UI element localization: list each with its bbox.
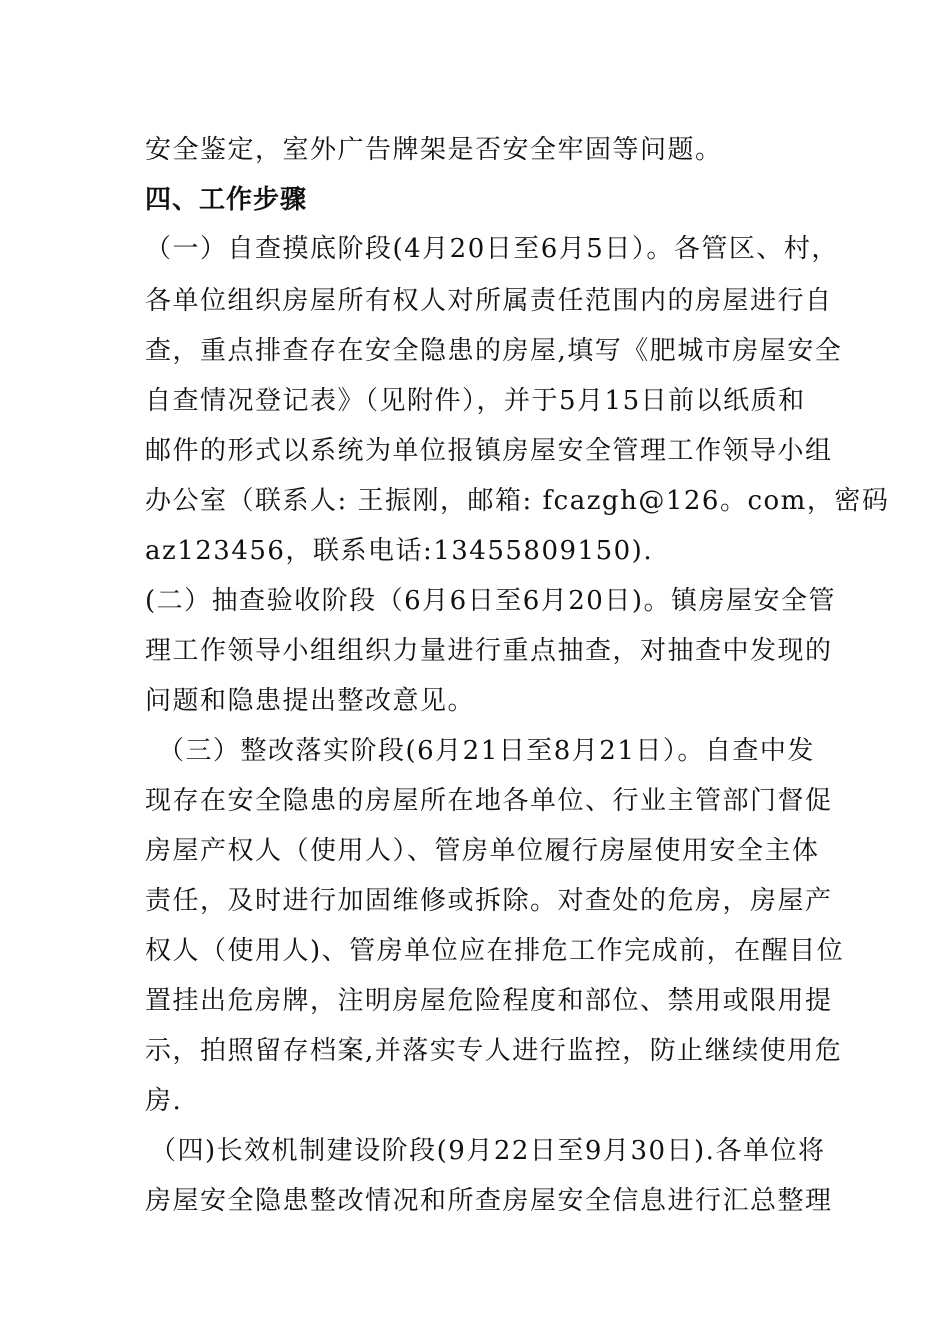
paragraph-line: 权人（使用人)、管房单位应在排危工作完成前，在醒目位: [145, 936, 845, 966]
section-heading: 四、工作步骤: [145, 185, 308, 215]
paragraph-line: 置挂出危房牌，注明房屋危险程度和部位、禁用或限用提: [145, 986, 833, 1016]
paragraph-line: 安全鉴定，室外广告牌架是否安全牢固等问题。: [145, 135, 723, 165]
paragraph-line: （一）自查摸底阶段(4月20日至6月5日）。各管区、村，: [145, 234, 839, 264]
paragraph-line: az123456，联系电话:13455809150).: [145, 536, 654, 566]
paragraph-line: 各单位组织房屋所有权人对所属责任范围内的房屋进行自: [145, 286, 833, 316]
paragraph-line: 责任，及时进行加固维修或拆除。对查处的危房，房屋产: [145, 886, 833, 916]
paragraph-line: （四)长效机制建设阶段(9月22日至9月30日).各单位将: [150, 1136, 826, 1166]
paragraph-line: 房屋安全隐患整改情况和所查房屋安全信息进行汇总整理: [145, 1186, 833, 1216]
paragraph-line: 示，拍照留存档案,并落实专人进行监控，防止继续使用危: [145, 1036, 843, 1066]
paragraph-line: 查，重点排查存在安全隐患的房屋,填写《肥城市房屋安全: [145, 336, 843, 366]
paragraph-line: 房.: [145, 1086, 183, 1116]
paragraph-line: (二）抽查验收阶段（6月6日至6月20日)。镇房屋安全管: [145, 586, 836, 616]
paragraph-line: 房屋产权人（使用人）、管房单位履行房屋使用安全主体: [145, 836, 820, 866]
paragraph-line: （三）整改落实阶段(6月21日至8月21日）。自查中发: [158, 736, 815, 766]
paragraph-line: 自查情况登记表》（见附件），并于5月15日前以纸质和: [145, 386, 806, 416]
paragraph-line: 邮件的形式以系统为单位报镇房屋安全管理工作领导小组: [145, 436, 833, 466]
paragraph-line: 理工作领导小组组织力量进行重点抽查，对抽查中发现的: [145, 636, 833, 666]
paragraph-line: 办公室（联系人: 王振刚，邮箱: fcazgh@126。com，密码: [145, 486, 890, 516]
paragraph-line: 现存在安全隐患的房屋所在地各单位、行业主管部门督促: [145, 786, 833, 816]
paragraph-line: 问题和隐患提出整改意见。: [145, 686, 476, 716]
